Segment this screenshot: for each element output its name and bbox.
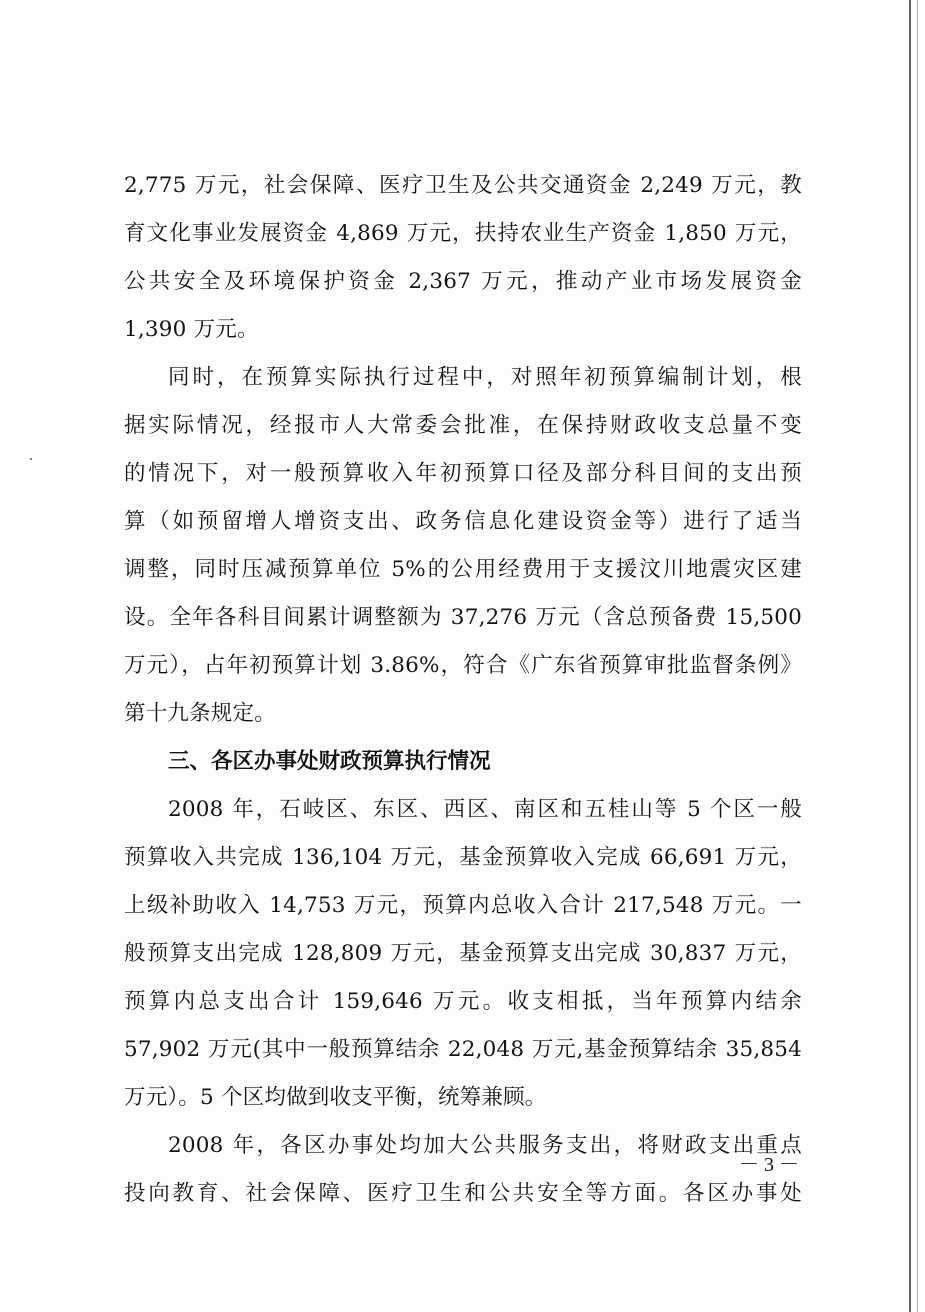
scan-edge-line xyxy=(909,0,911,1312)
text-line: 57,902 万元(其中一般预算结余 22,048 万元,基金预算结余 35,854 xyxy=(124,1037,802,1062)
text-line: 调整，同时压减预算单位 5%的公用经费用于支援汶川地震灾区建 xyxy=(124,557,802,582)
paragraph-district-budget xyxy=(124,786,802,1122)
paragraph-public-services xyxy=(124,1122,802,1218)
text-line: 算（如预留增人增资支出、政务信息化建设资金等）进行了适当 xyxy=(124,509,802,534)
paragraph-budget-adjustment xyxy=(124,354,802,738)
text-line: 第十九条规定。 xyxy=(124,701,276,726)
text-line: 2008 年，石岐区、东区、西区、南区和五桂山等 5 个区一般 xyxy=(168,797,802,822)
text-line: 1,390 万元。 xyxy=(124,317,259,342)
text-line: 预算内总支出合计 159,646 万元。收支相抵，当年预算内结余 xyxy=(124,989,802,1014)
paragraph-funds xyxy=(124,162,802,354)
text-line: 设。全年各科目间累计调整额为 37,276 万元（含总预备费 15,500 xyxy=(124,605,802,630)
text-line: 2,775 万元，社会保障、医疗卫生及公共交通资金 2,249 万元，教 xyxy=(124,173,802,198)
text-line: 投向教育、社会保障、医疗卫生和公共安全等方面。各区办事处 xyxy=(124,1181,802,1206)
document-body xyxy=(124,162,802,1218)
text-line: 般预算支出完成 128,809 万元，基金预算支出完成 30,837 万元， xyxy=(124,941,802,966)
text-line: 据实际情况，经报市人大常委会批准，在保持财政收支总量不变 xyxy=(124,413,802,438)
text-line: 公共安全及环境保护资金 2,367 万元，推动产业市场发展资金 xyxy=(124,269,802,294)
text-line: 万元）。5 个区均做到收支平衡，统筹兼顾。 xyxy=(124,1085,547,1110)
section-heading: 三、各区办事处财政预算执行情况 xyxy=(168,749,491,774)
text-line: 万元），占年初预算计划 3.86%，符合《广东省预算审批监督条例》 xyxy=(124,653,802,678)
text-line: 预算收入共完成 136,104 万元，基金预算收入完成 66,691 万元， xyxy=(124,845,802,870)
text-line: 的情况下，对一般预算收入年初预算口径及部分科目间的支出预 xyxy=(124,461,802,486)
text-line: 上级补助收入 14,753 万元，预算内总收入合计 217,548 万元。一 xyxy=(124,893,802,918)
page-number: － 3 － xyxy=(739,1154,799,1176)
text-line: 育文化事业发展资金 4,869 万元，扶持农业生产资金 1,850 万元， xyxy=(124,221,802,246)
text-line: 2008 年，各区办事处均加大公共服务支出，将财政支出重点 xyxy=(168,1133,802,1158)
text-line: 同时，在预算实际执行过程中，对照年初预算编制计划，根 xyxy=(168,365,802,390)
scan-edge-line-secondary xyxy=(917,0,918,1312)
scan-speck xyxy=(30,458,32,460)
